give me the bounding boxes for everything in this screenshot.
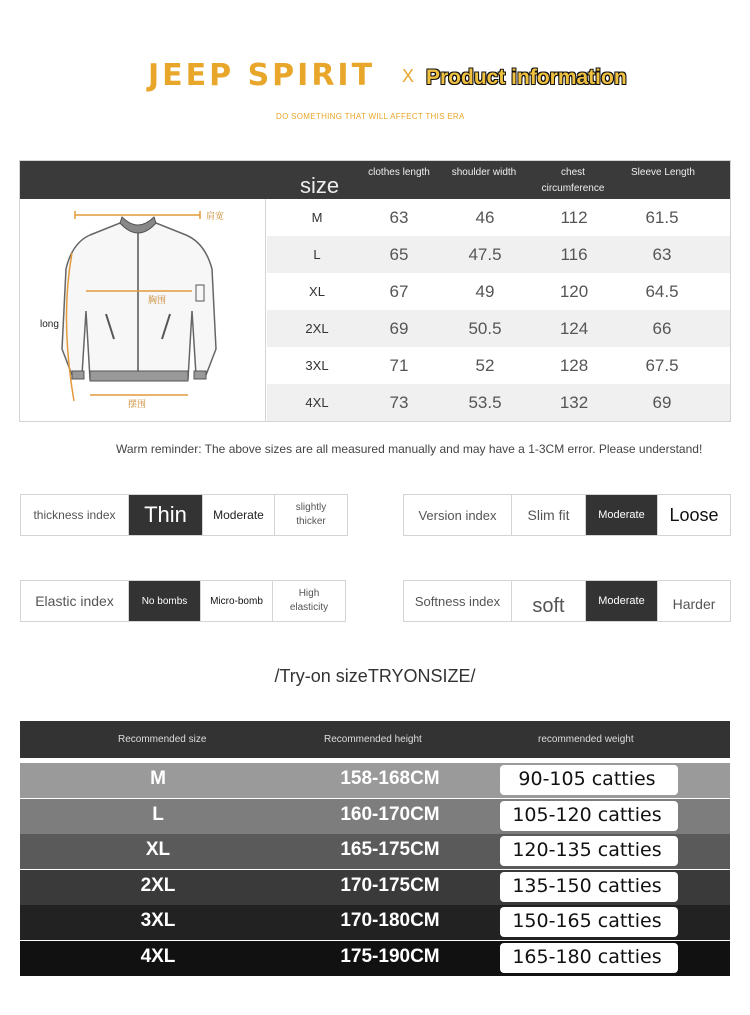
jacket-diagram	[20, 199, 266, 421]
chest-cell: 132	[559, 393, 589, 412]
rec-size-cell: M	[150, 768, 166, 789]
rec-size-cell: 4XL	[140, 945, 176, 967]
chest-cell: 124	[559, 319, 589, 338]
brand-logo: JEEP SPIRIT	[148, 58, 376, 93]
size-table	[19, 160, 731, 422]
size-row	[267, 384, 730, 421]
col-header-chest: chest circumference	[541, 167, 605, 194]
size-row	[267, 310, 730, 347]
jacket-illustration	[20, 199, 266, 421]
softness-option-harder: Harder	[672, 596, 716, 612]
rec-header-height: Recommended height	[324, 734, 422, 745]
size-cell: 2XL	[305, 321, 329, 336]
col-header-sleeve: Sleeve Length	[631, 167, 695, 178]
recommendation-row	[20, 799, 730, 834]
size-cell: XL	[309, 284, 325, 299]
rec-weight-cell: 165-180 catties	[512, 945, 662, 968]
size-cell: 4XL	[305, 395, 329, 410]
elastic-index	[20, 580, 346, 622]
softness-option-soft: soft	[512, 581, 586, 621]
version-option-loose: Loose	[669, 504, 719, 525]
shoulder-cell: 52	[475, 356, 495, 375]
rec-size-cell: L	[152, 803, 164, 825]
chest-cell: 120	[559, 282, 589, 301]
rec-height-cell: 165-175CM	[340, 839, 440, 860]
rec-weight-cell: 150-165 catties	[512, 910, 662, 932]
size-row	[267, 347, 730, 384]
hem-measure-label: 摆围	[128, 399, 147, 409]
rec-height-cell: 170-175CM	[340, 874, 440, 896]
sleeve-cell: 64.5	[645, 282, 679, 301]
rec-height-cell: 170-180CM	[340, 910, 440, 931]
version-index	[403, 494, 731, 536]
softness-option-moderate: Moderate	[586, 581, 658, 621]
size-reminder: Warm reminder: The above sizes are all measured manually and may have a 1-3CM error. Please understand!	[116, 442, 703, 456]
size-row	[267, 236, 730, 273]
version-index-label: Version index	[404, 495, 512, 535]
recommendation-table	[20, 721, 730, 981]
size-cell: L	[313, 247, 321, 262]
rec-height-cell: 175-190CM	[340, 945, 440, 967]
length-cell: 63	[389, 208, 409, 227]
rec-size-cell: 3XL	[140, 910, 176, 931]
shoulder-cell: 53.5	[468, 393, 502, 412]
shoulder-cell: 47.5	[468, 245, 502, 264]
tryon-title: /Try-on sizeTRYONSIZE/	[274, 666, 476, 686]
sleeve-cell: 63	[652, 245, 672, 264]
recommendation-row	[20, 870, 730, 905]
version-option-slim: Slim fit	[512, 495, 586, 535]
col-header-length: clothes length	[368, 167, 430, 178]
recommendation-row	[20, 763, 730, 798]
rec-weight-cell: 90-105 catties	[518, 768, 656, 790]
thickness-index	[20, 494, 348, 536]
recommendation-row	[20, 834, 730, 869]
rec-height-cell: 158-168CM	[340, 768, 440, 789]
shoulder-cell: 50.5	[468, 319, 502, 338]
thickness-index-label: thickness index	[21, 495, 129, 535]
rec-weight-cell: 105-120 catties	[512, 803, 662, 826]
length-cell: 73	[389, 393, 409, 412]
sleeve-cell: 69	[652, 393, 672, 412]
thickness-option-thicker: slightly thicker	[295, 502, 327, 527]
elastic-option-micro: Micro-bomb	[201, 581, 273, 621]
rec-height-cell: 160-170CM	[340, 803, 440, 825]
size-cell: 3XL	[305, 358, 329, 373]
shoulder-cell: 49	[475, 282, 495, 301]
sleeve-cell: 67.5	[645, 356, 679, 375]
chest-cell: 128	[559, 356, 589, 375]
length-cell: 69	[389, 319, 409, 338]
length-cell: 67	[389, 282, 409, 301]
size-row	[267, 273, 730, 310]
elastic-option-none: No bombs	[129, 581, 201, 621]
softness-index-label: Softness index	[404, 581, 512, 621]
size-column-header: size	[300, 173, 340, 198]
size-table-header	[20, 161, 730, 199]
recommendation-row	[20, 941, 730, 976]
rec-header-size: Recommended size	[118, 734, 207, 745]
version-option-moderate: Moderate	[586, 495, 658, 535]
size-cell: M	[311, 210, 323, 225]
length-cell: 65	[389, 245, 409, 264]
rec-weight-cell: 135-150 catties	[512, 874, 662, 897]
thickness-option-moderate: Moderate	[203, 495, 275, 535]
length-measure-label: long	[40, 319, 59, 330]
recommendation-header	[20, 721, 730, 758]
sleeve-cell: 66	[652, 319, 672, 338]
product-info-title: Product information	[426, 66, 627, 89]
length-cell: 71	[389, 356, 409, 375]
shoulder-measure-label: 肩宽	[206, 211, 225, 221]
brand-separator: X	[402, 66, 415, 86]
rec-size-cell: XL	[145, 839, 171, 860]
rec-weight-cell: 120-135 catties	[512, 839, 662, 861]
elastic-index-label: Elastic index	[21, 581, 129, 621]
recommendation-row	[20, 905, 730, 940]
shoulder-cell: 46	[475, 208, 495, 227]
chest-measure-label: 胸围	[148, 295, 167, 305]
col-header-shoulder: shoulder width	[451, 167, 517, 178]
chest-cell: 116	[560, 245, 588, 264]
softness-index	[403, 580, 731, 622]
brand-tagline: DO SOMETHING THAT WILL AFFECT THIS ERA	[276, 112, 465, 121]
rec-header-weight: recommended weight	[538, 734, 634, 745]
thickness-option-thin: Thin	[129, 495, 203, 535]
size-row	[267, 199, 730, 236]
sleeve-cell: 61.5	[645, 208, 679, 227]
chest-cell: 112	[560, 208, 588, 227]
elastic-option-high: High elasticity	[289, 588, 329, 613]
rec-size-cell: 2XL	[140, 874, 176, 896]
